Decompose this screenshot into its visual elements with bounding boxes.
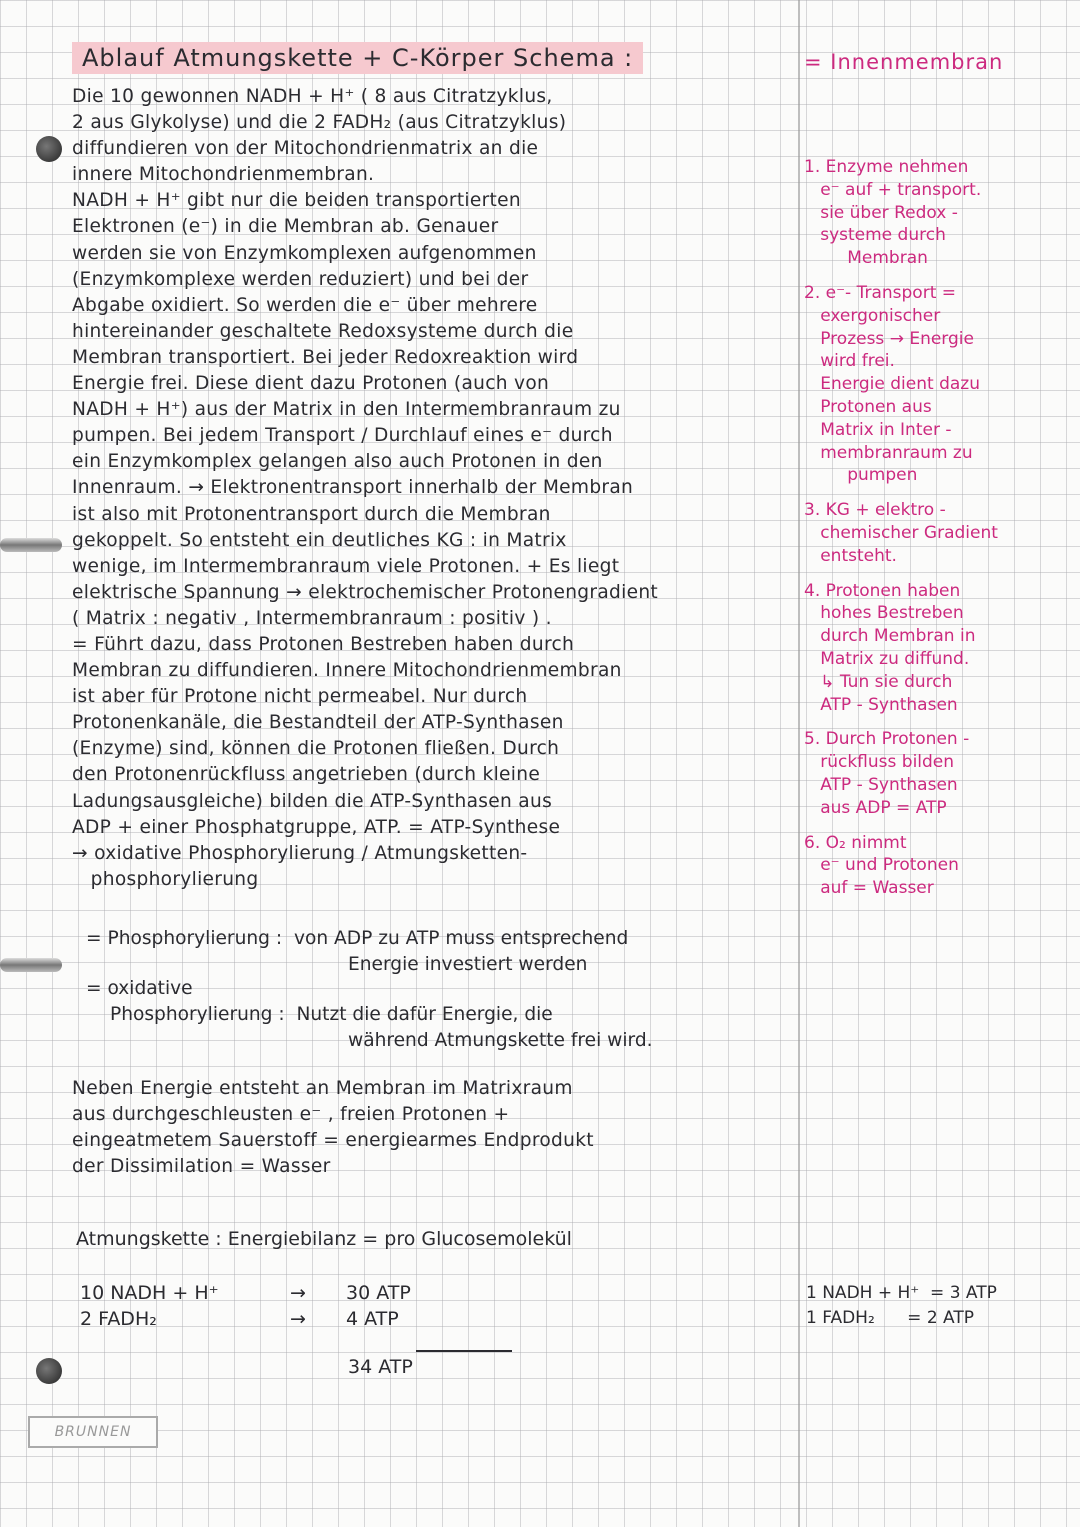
fadh-equation: 1 FADH₂ = 2 ATP: [806, 1308, 974, 1328]
definition-text: Nutzt die dafür Energie, die: [296, 1004, 553, 1025]
main-notes: [72, 42, 794, 893]
margin-line: [798, 0, 800, 1527]
balance-row-left: 2 FADH₂: [80, 1308, 157, 1330]
paragraph-water: [72, 1076, 794, 1180]
arrow-icon: →: [290, 1282, 306, 1304]
innenmembran-note: = Innenmembran: [804, 50, 1004, 74]
balance-total: 34 ATP: [348, 1356, 413, 1378]
sidebar-step: 3. KG + elektro - chemischer Gradient entsteht.: [804, 500, 998, 566]
sidebar-top-note: [804, 50, 1074, 74]
sidebar-step: 1. Enzyme nehmen e⁻ auf + transport. sie über Redox - systeme durch Membran: [804, 157, 982, 269]
balance-row-left: 10 NADH + H⁺: [80, 1282, 219, 1304]
sidebar-step: 6. O₂ nimmt e⁻ und Protonen auf = Wasser: [804, 832, 959, 899]
punch-hole: [36, 136, 62, 162]
binder-ring: [0, 538, 62, 552]
balance-heading: Atmungskette : Energiebilanz = pro Glucosemolekül: [76, 1228, 572, 1250]
water-paragraph: Neben Energie entsteht an Membran im Matrixraum aus durchgeschleusten e⁻ , freien Protonen + eingeatmetem Sauerstoff = energiearmes Endprodukt der Dissimilation = Wasser: [72, 1078, 594, 1178]
definition-term: Phosphorylierung :: [110, 1004, 285, 1025]
main-paragraph: Die 10 gewonnen NADH + H⁺ ( 8 aus Citratzyklus, 2 aus Glykolyse) und die 2 FADH₂ (aus Citratzyklus) diffundieren von der Mitochondrienmatrix an die innere Mitochondrienmembran. NADH + H⁺ gibt nur die beiden transportierten Elektronen (e⁻) in die Membran ab. Genauer werden sie von Enzymkomplexen aufgenommen (Enzymkomplexe werden reduziert) und bei der Abgabe oxidiert. So werden die e⁻ über mehrere hintereinander geschaltete Redoxsysteme durch die Membran transportiert. Bei jeder Redoxreaktion wird Energie frei. Diese dient dazu Protonen (auch von NADH + H⁺) aus der Matrix in den Intermembranraum zu pumpen. Bei jedem Transport / Durchlauf eines e⁻ durch ein Enzymkomplex gelangen also auch Protonen in den Innenraum. → Elektronentransport innerhalb der Membran ist also mit Protonentransport durch die Membran gekoppelt. So entsteht ein deutliches KG : in Matrix wenige, im Intermembranraum viele Protonen. + Es liegt elektrische Spannung → elektrochemischer Protonengradient ( Matrix : negativ , Intermembranraum : positiv ) . = Führt dazu, dass Protonen Bestreben haben durch Membran zu diffundieren. Innere Mitochondrienmembran ist aber für Protone nicht permeabel. Nur durch Protonenkanäle, die Bestandteil der ATP-Synthasen (Enzyme) sind, können die Protonen fließen. Durch den Protonenrückfluss angetrieben (durch kleine Ladungsausgleiche) bilden die ATP-Synthasen aus ADP + einer Phosphatgruppe, ATP. = ATP-Synthese → oxidative Phosphorylierung / Atmungsketten- phosphorylierung: [72, 86, 659, 890]
definition-text: während Atmungskette frei wird.: [348, 1030, 653, 1051]
brand-logo: BRUNNEN: [28, 1416, 158, 1448]
sum-line: [416, 1350, 512, 1352]
definition-term: = oxidative: [86, 978, 193, 999]
definition-term: = Phosphorylierung :: [86, 928, 283, 949]
binder-ring: [0, 958, 62, 972]
sidebar-step: 4. Protonen haben hohes Bestreben durch Membran in Matrix zu diffund. ↳ Tun sie durch ATP - Synthasen: [804, 580, 976, 715]
definition-text: Energie investiert werden: [348, 954, 588, 975]
balance-row-right: 4 ATP: [346, 1308, 399, 1330]
sidebar-steps: [804, 156, 1074, 912]
nadh-equation: 1 NADH + H⁺ = 3 ATP: [806, 1283, 997, 1303]
definition-phosphorylierung: [86, 926, 796, 978]
sidebar-step: 5. Durch Protonen - rückfluss bilden ATP - Synthasen aus ADP = ATP: [804, 729, 970, 818]
balance-row-right: 30 ATP: [346, 1282, 411, 1304]
definition-oxidative-phosphorylierung: [86, 976, 796, 1054]
arrow-icon: →: [290, 1308, 306, 1330]
definition-text: von ADP zu ATP muss entsprechend: [293, 928, 629, 949]
sidebar-step: 2. e⁻- Transport = exergonischer Prozess → Energie wird frei. Energie dient dazu Protonen aus Matrix in Inter - membranraum zu pumpen: [804, 282, 980, 486]
balance-side-equations: [806, 1281, 997, 1331]
punch-hole: [36, 1358, 62, 1384]
page-title: Ablauf Atmungskette + C-Körper Schema :: [72, 42, 643, 74]
